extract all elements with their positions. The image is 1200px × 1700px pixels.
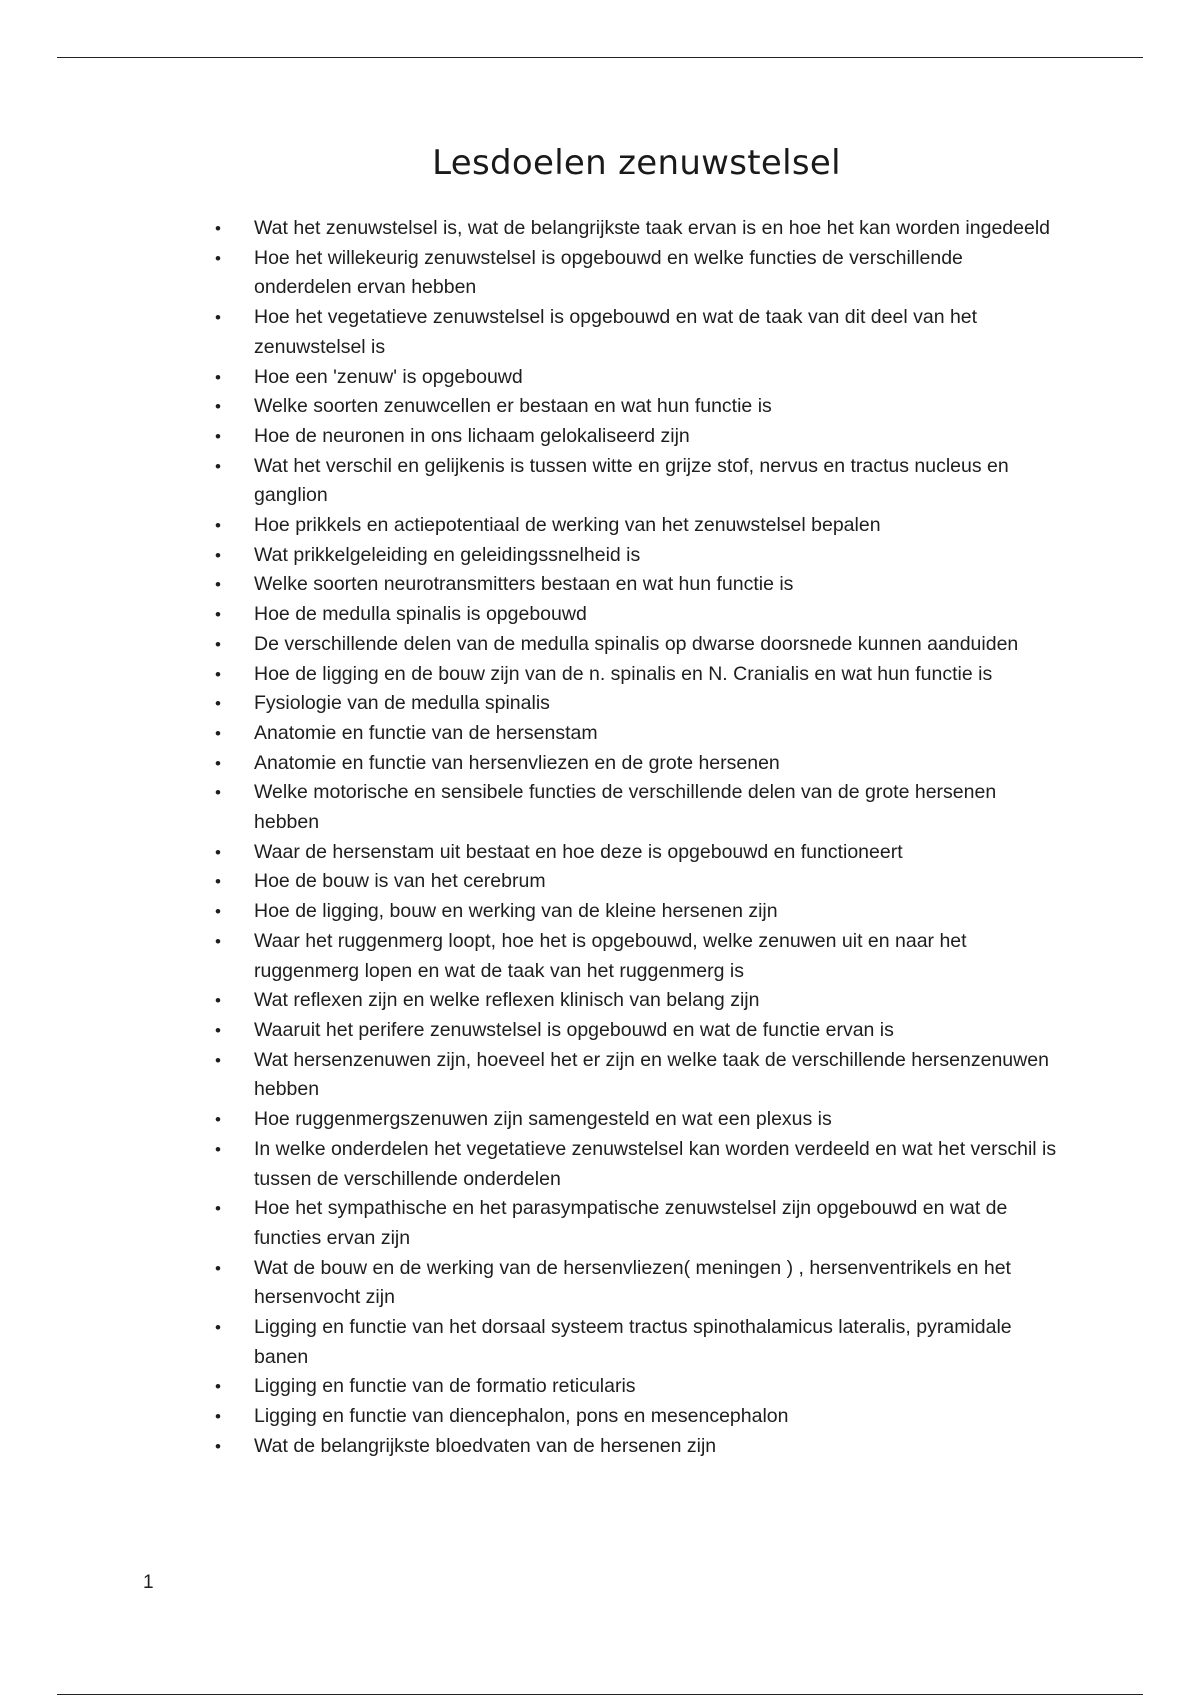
list-item-text: Hoe ruggenmergszenuwen zijn samengesteld en wat een plexus is [254, 1108, 832, 1131]
list-item [210, 244, 1060, 303]
bullet-icon: • [215, 1436, 221, 1456]
learning-goals-list [210, 214, 1060, 1462]
list-item-text: In welke onderdelen het vegetatieve zenuwstelsel kan worden verdeeld en wat het verschil is tussen de verschillende onderdelen [254, 1137, 1057, 1190]
bullet-icon: • [215, 516, 221, 536]
list-item [210, 719, 1060, 749]
list-item [210, 363, 1060, 393]
bullet-icon: • [215, 664, 221, 684]
list-item-text: Wat reflexen zijn en welke reflexen klinisch van belang zijn [254, 989, 760, 1012]
list-item-text: Hoe de bouw is van het cerebrum [254, 870, 546, 893]
bullet-icon: • [215, 753, 221, 773]
list-item [210, 511, 1060, 541]
list-item [210, 1046, 1060, 1105]
bullet-icon: • [215, 1258, 221, 1278]
bullet-icon: • [215, 248, 221, 268]
list-item-text: Wat het verschil en gelijkenis is tussen witte en grijze stof, nervus en tractus nucleus en ganglion [254, 454, 1009, 507]
bullet-icon: • [215, 1139, 221, 1159]
list-item-text: Hoe de neuronen in ons lichaam gelokaliseerd zijn [254, 424, 690, 447]
list-item-text: Welke soorten zenuwcellen er bestaan en wat hun functie is [254, 395, 772, 418]
list-item [210, 838, 1060, 868]
list-item [210, 422, 1060, 452]
list-item [210, 1016, 1060, 1046]
bullet-icon: • [215, 1318, 221, 1338]
list-item-text: Ligging en functie van het dorsaal systeem tractus spinothalamicus lateralis, pyramidale banen [254, 1316, 1012, 1368]
bullet-icon: • [215, 1050, 221, 1070]
list-item-text: Waaruit het perifere zenuwstelsel is opgebouwd en wat de functie ervan is [254, 1018, 894, 1041]
bullet-icon: • [215, 783, 221, 803]
list-item-text: Anatomie en functie van de hersenstam [254, 721, 598, 744]
list-item [210, 660, 1060, 690]
list-item [210, 986, 1060, 1016]
list-item [210, 749, 1060, 779]
list-item [210, 303, 1060, 362]
list-item [210, 778, 1060, 837]
bullet-icon: • [215, 931, 221, 951]
list-item [210, 1313, 1060, 1372]
bullet-icon: • [215, 723, 221, 743]
list-item [210, 1135, 1060, 1194]
bullet-icon: • [215, 397, 221, 417]
bullet-icon: • [215, 308, 221, 328]
list-item [210, 541, 1060, 571]
list-item-text: De verschillende delen van de medulla spinalis op dwarse doorsnede kunnen aanduiden [254, 632, 1019, 655]
bullet-icon: • [215, 575, 221, 595]
list-item-text: Wat het zenuwstelsel is, wat de belangrijkste taak ervan is en hoe het kan worden ingedeeld [254, 217, 1050, 239]
list-item [210, 1105, 1060, 1135]
bullet-icon: • [215, 1110, 221, 1130]
bullet-icon: • [215, 694, 221, 714]
list-item [210, 600, 1060, 630]
list-item-text: Anatomie en functie van hersenvliezen en de grote hersenen [254, 751, 780, 774]
bullet-icon: • [215, 902, 221, 922]
list-item-text: Wat hersenzenuwen zijn, hoeveel het er zijn en welke taak de verschillende hersenzenuwen hebben [254, 1048, 1049, 1101]
list-item-text: Waar het ruggenmerg loopt, hoe het is opgebouwd, welke zenuwen uit en naar het ruggenmerg lopen en wat de taak van het ruggenmerg is [254, 929, 967, 982]
bullet-icon: • [215, 991, 221, 1011]
list-item-text: Welke soorten neurotransmitters bestaan en wat hun functie is [254, 573, 794, 596]
list-item [210, 867, 1060, 897]
list-item-text: Hoe het willekeurig zenuwstelsel is opgebouwd en welke functies de verschillende onderdelen ervan hebben [254, 246, 963, 299]
list-item-text: Hoe de ligging en de bouw zijn van de n. spinalis en N. Cranialis en wat hun functie is [254, 662, 993, 685]
list-item-text: Waar de hersenstam uit bestaat en hoe deze is opgebouwd en functioneert [254, 840, 903, 863]
list-item-text: Welke motorische en sensibele functies de verschillende delen van de grote hersenen hebben [254, 781, 997, 834]
list-item [210, 452, 1060, 511]
list-item [210, 689, 1060, 719]
list-item-text: Wat prikkelgeleiding en geleidingssnelheid is [254, 543, 641, 566]
list-item [210, 1372, 1060, 1402]
bullet-icon: • [215, 1377, 221, 1397]
list-item [210, 214, 1060, 244]
bullet-icon: • [215, 872, 221, 892]
list-item-text: Hoe de ligging, bouw en werking van de kleine hersenen zijn [254, 900, 778, 923]
footer-rule [57, 1694, 1143, 1695]
list-item-text: Hoe het vegetatieve zenuwstelsel is opgebouwd en wat de taak van dit deel van het zenuwstelsel is [254, 306, 978, 358]
bullet-icon: • [215, 1199, 221, 1219]
list-item-text: Hoe een 'zenuw' is opgebouwd [254, 365, 523, 388]
list-item-text: Ligging en functie van diencephalon, pons en mesencephalon [254, 1405, 789, 1428]
bullet-icon: • [215, 219, 221, 238]
list-item [210, 1194, 1060, 1253]
list-item-text: Hoe het sympathische en het parasympatische zenuwstelsel zijn opgebouwd en wat de functies ervan zijn [254, 1197, 1008, 1249]
header-rule [57, 57, 1143, 58]
bullet-icon: • [215, 842, 221, 862]
list-item-text: Fysiologie van de medulla spinalis [254, 692, 550, 715]
bullet-icon: • [215, 456, 221, 476]
list-item-text: Hoe de medulla spinalis is opgebouwd [254, 603, 587, 626]
bullet-icon: • [215, 545, 221, 565]
list-item-text: Ligging en functie van de formatio reticularis [254, 1375, 636, 1398]
page-number: 1 [143, 1572, 154, 1593]
list-item [210, 1254, 1060, 1313]
bullet-icon: • [215, 1407, 221, 1427]
list-item [210, 1432, 1060, 1462]
list-item [210, 630, 1060, 660]
list-item [210, 570, 1060, 600]
list-item [210, 1402, 1060, 1432]
page-title: Lesdoelen zenuwstelsel [432, 143, 841, 183]
bullet-icon: • [215, 1020, 221, 1040]
bullet-icon: • [215, 426, 221, 446]
bullet-icon: • [215, 605, 221, 625]
list-item [210, 897, 1060, 927]
list-item-text: Wat de belangrijkste bloedvaten van de hersenen zijn [254, 1434, 717, 1457]
bullet-icon: • [215, 367, 221, 387]
list-item-text: Hoe prikkels en actiepotentiaal de werking van het zenuwstelsel bepalen [254, 514, 881, 537]
list-item [210, 927, 1060, 986]
list-item [210, 392, 1060, 422]
list-item-text: Wat de bouw en de werking van de hersenvliezen( meningen ) , hersenventrikels en het hersenvocht zijn [254, 1256, 1011, 1309]
bullet-icon: • [215, 634, 221, 654]
